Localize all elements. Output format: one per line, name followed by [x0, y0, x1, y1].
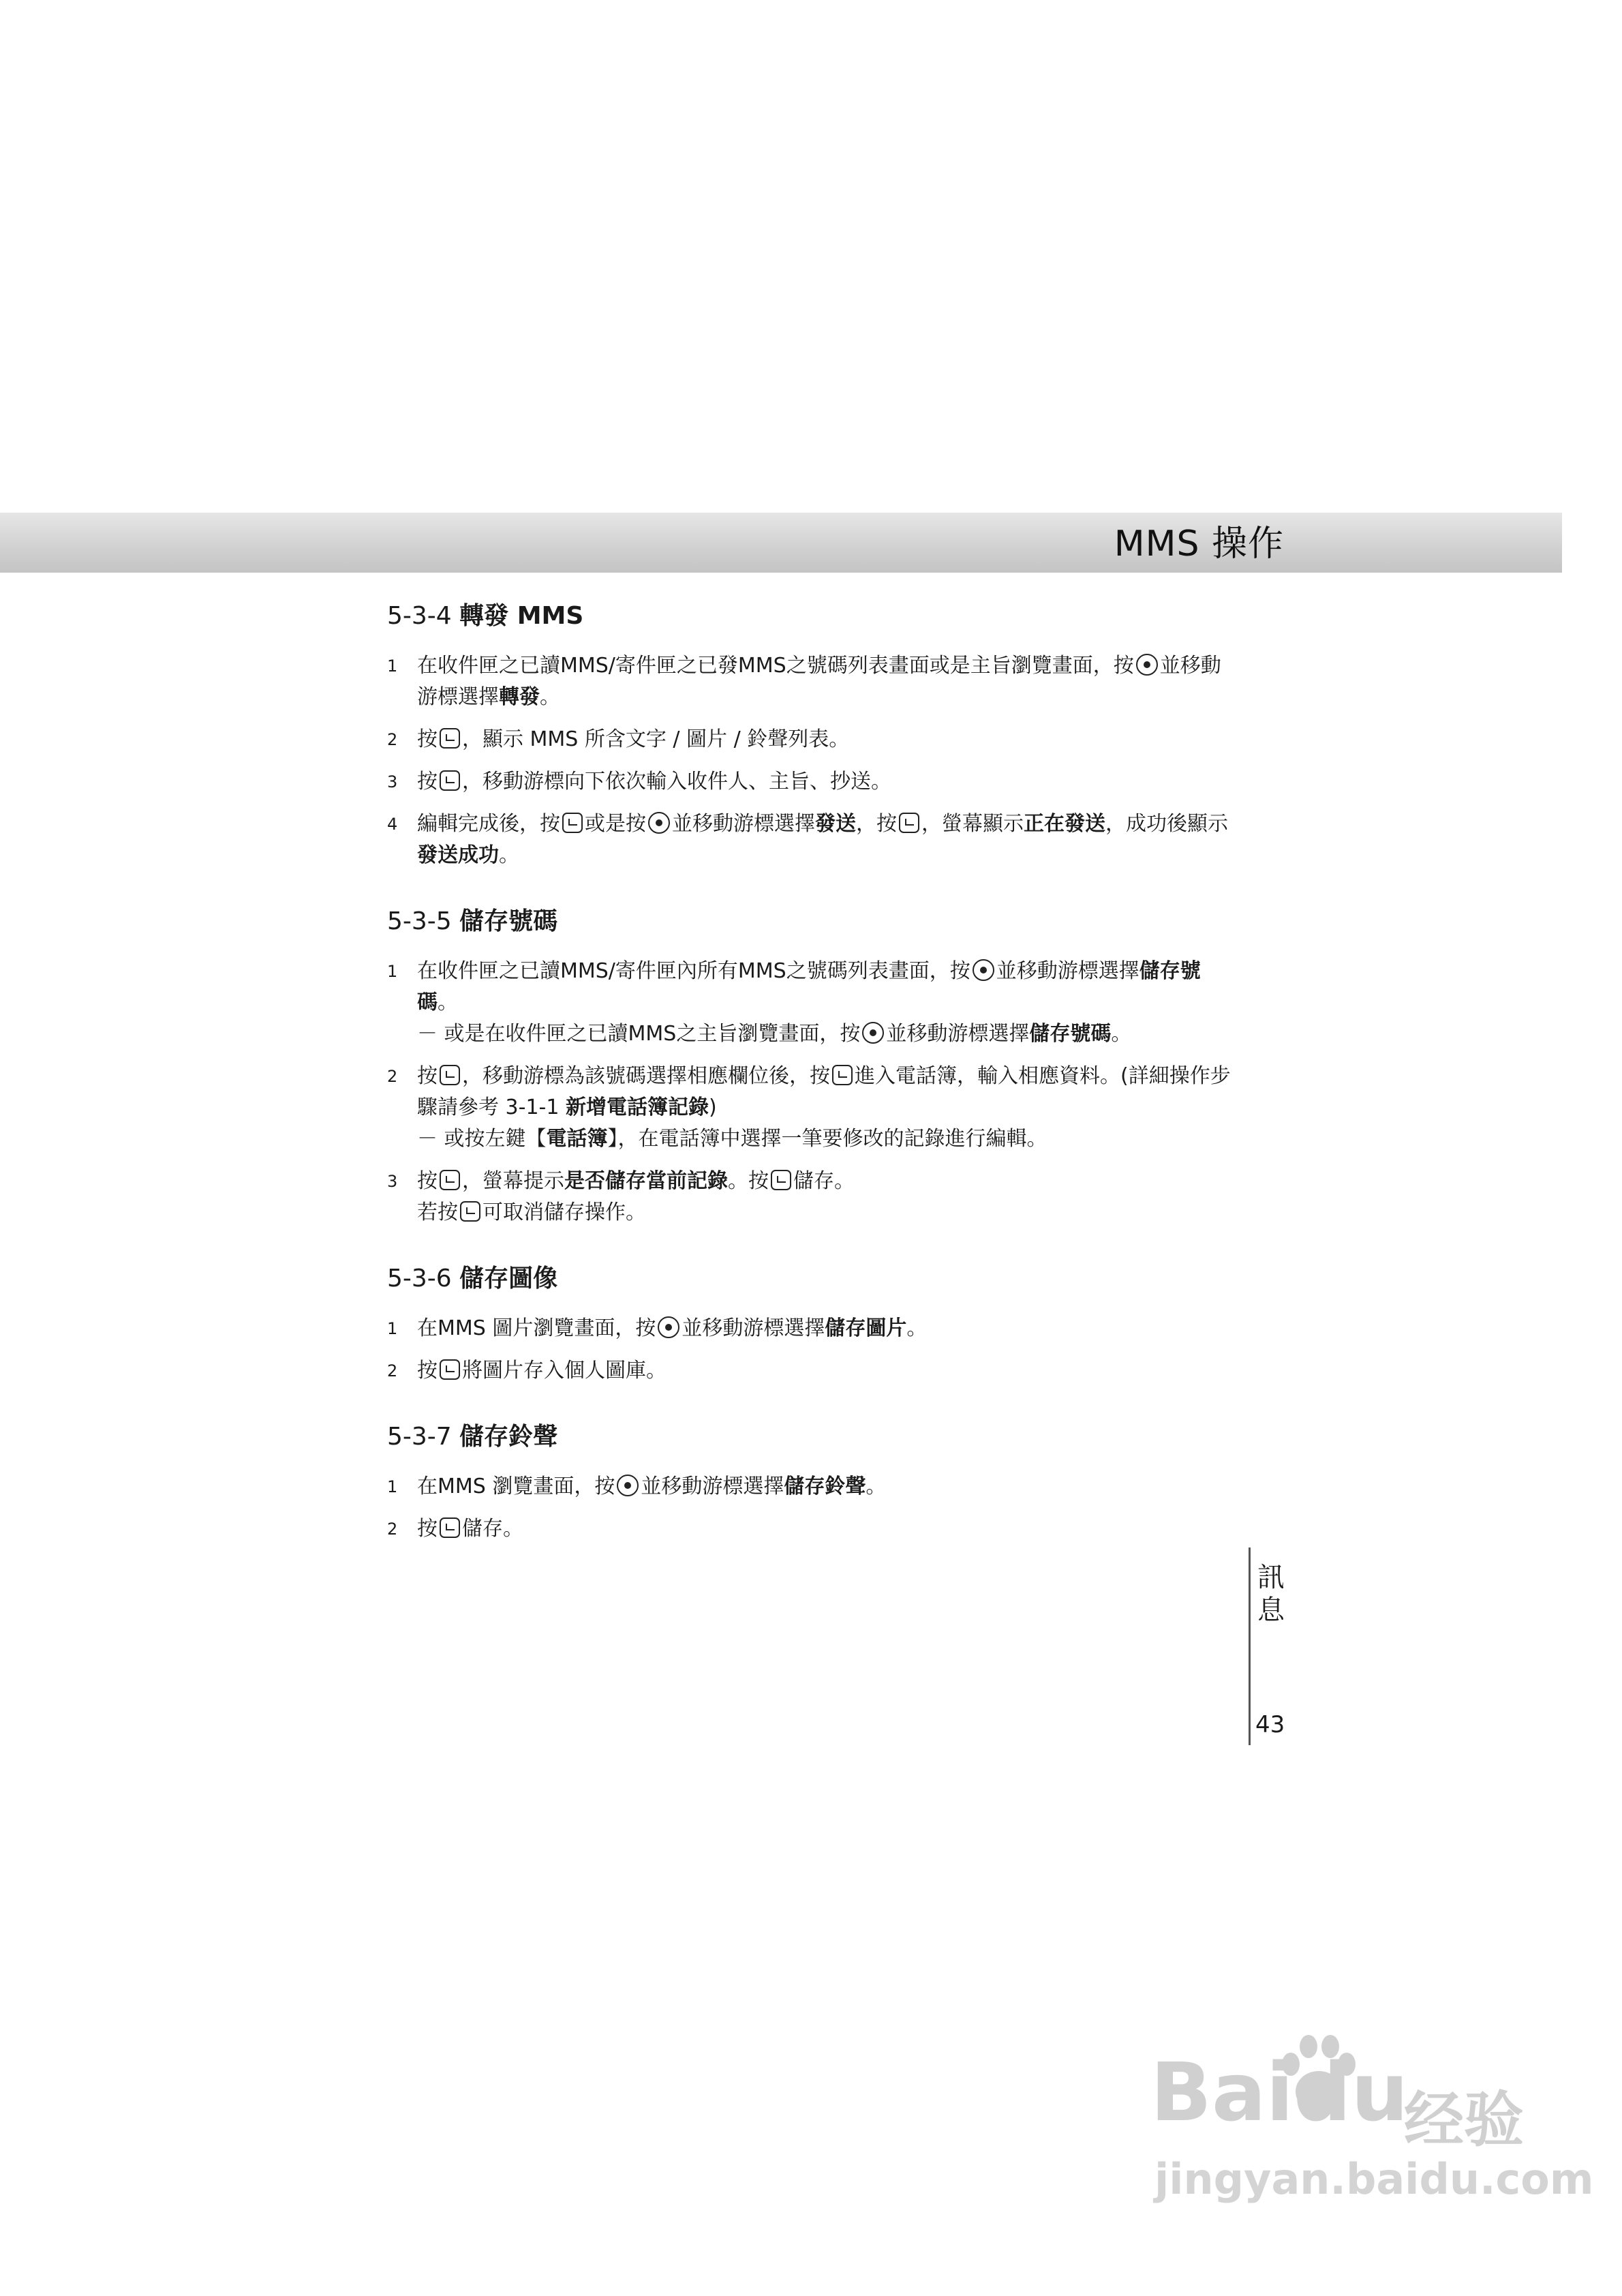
step-line-2: 若按 可取消儲存操作。 [417, 1200, 646, 1224]
step-item: 2 按 ，移動游標為該號碼選擇相應欄位後，按 進入電話簿，輸入相應資料。(詳細操作步驟請參考 3-1-1 新增電話簿記錄) － 或按左鍵【電話簿】，在電話簿中選擇一筆要修改的記錄進行編輯。 [387, 1061, 1239, 1155]
nav-center-icon [648, 812, 670, 834]
page-number: 43 [1255, 1711, 1285, 1738]
section-number: 5-3-5 [387, 907, 452, 935]
section-title [387, 600, 1239, 633]
step-item: 1 在MMS 圖片瀏覽畫面，按 並移動游標選擇儲存圖片。 [387, 1313, 1239, 1344]
step-item: 2 按 ，顯示 MMS 所含文字 / 圖片 / 鈴聲列表。 [387, 724, 1239, 755]
step-number: 1 [387, 656, 398, 676]
chapter-header-band [0, 513, 1562, 573]
section-title [387, 1263, 1239, 1295]
page-content [387, 600, 1239, 1579]
soft-key-icon [440, 1065, 460, 1085]
step-number: 2 [387, 1067, 398, 1086]
baidu-watermark [1150, 2031, 1594, 2209]
soft-key-icon [440, 1517, 460, 1538]
soft-key-icon [899, 813, 919, 833]
step-item: 1 在MMS 瀏覽畫面，按 並移動游標選擇儲存鈴聲。 [387, 1471, 1239, 1502]
watermark-logo: Baidu [1150, 2045, 1409, 2139]
step-sub-note: － 或是在收件匣之已讀MMS之主旨瀏覽畫面，按 並移動游標選擇儲存號碼。 [417, 1022, 1132, 1046]
side-tab-rule [1249, 1547, 1251, 1745]
soft-key-icon [440, 1359, 460, 1380]
step-number: 3 [387, 772, 398, 791]
soft-key-icon [440, 770, 460, 791]
step-item: 3 按 ，移動游標向下依次輸入收件人、主旨、抄送。 [387, 766, 1239, 798]
step-sub-note: － 或按左鍵【電話簿】，在電話簿中選擇一筆要修改的記錄進行編輯。 [417, 1127, 1047, 1151]
soft-key-icon [440, 1170, 460, 1190]
section-5-3-7 [387, 1421, 1239, 1545]
nav-center-icon [862, 1022, 884, 1044]
section-title [387, 1421, 1239, 1453]
nav-center-icon [658, 1316, 679, 1338]
side-tab-label: 訊 息 [1257, 1562, 1285, 1626]
step-item: 1 在收件匣之已讀MMS/寄件匣之已發MMS之號碼列表畫面或是主旨瀏覽畫面，按 並移動游標選擇轉發。 [387, 650, 1239, 713]
step-number: 1 [387, 1477, 398, 1496]
nav-center-icon [1136, 654, 1158, 676]
section-number: 5-3-7 [387, 1423, 452, 1451]
step-item: 1 在收件匣之已讀MMS/寄件匣內所有MMS之號碼列表畫面，按 並移動游標選擇儲存號碼。 － 或是在收件匣之已讀MMS之主旨瀏覽畫面，按 並移動游標選擇儲存號碼。 [387, 956, 1239, 1050]
watermark-product: 经验 [1404, 2085, 1525, 2155]
step-item: 2 按 儲存。 [387, 1513, 1239, 1545]
soft-key-icon [832, 1065, 853, 1085]
section-number: 5-3-4 [387, 602, 452, 630]
step-number: 1 [387, 962, 398, 981]
section-heading: 儲存號碼 [459, 907, 558, 935]
watermark-url: jingyan.baidu.com [1154, 2154, 1594, 2204]
section-5-3-4 [387, 600, 1239, 871]
step-number: 2 [387, 1361, 398, 1380]
section-heading: 儲存鈴聲 [459, 1423, 558, 1451]
nav-center-icon [617, 1475, 639, 1496]
section-5-3-5 [387, 905, 1239, 1228]
step-number: 4 [387, 815, 398, 834]
step-item: 3 按 ，螢幕提示是否儲存當前記錄。按 儲存。 若按 可取消儲存操作。 [387, 1166, 1239, 1228]
section-5-3-6 [387, 1263, 1239, 1387]
soft-key-icon [460, 1201, 480, 1222]
soft-key-icon [562, 813, 583, 833]
nav-center-icon [973, 959, 994, 981]
chapter-title: MMS 操作 [1114, 524, 1284, 564]
step-number: 3 [387, 1172, 398, 1191]
step-item: 4 編輯完成後，按 或是按 並移動游標選擇發送，按 ，螢幕顯示正在發送，成功後顯示發送成功。 [387, 809, 1239, 871]
section-title [387, 905, 1239, 938]
section-heading: 儲存圖像 [459, 1265, 558, 1293]
step-item: 2 按 將圖片存入個人圖庫。 [387, 1355, 1239, 1387]
step-number: 2 [387, 1520, 398, 1539]
step-number: 2 [387, 730, 398, 749]
step-number: 1 [387, 1319, 398, 1338]
section-heading: 轉發 MMS [459, 602, 584, 630]
section-number: 5-3-6 [387, 1265, 452, 1293]
soft-key-icon [771, 1170, 791, 1190]
soft-key-icon [440, 728, 460, 749]
